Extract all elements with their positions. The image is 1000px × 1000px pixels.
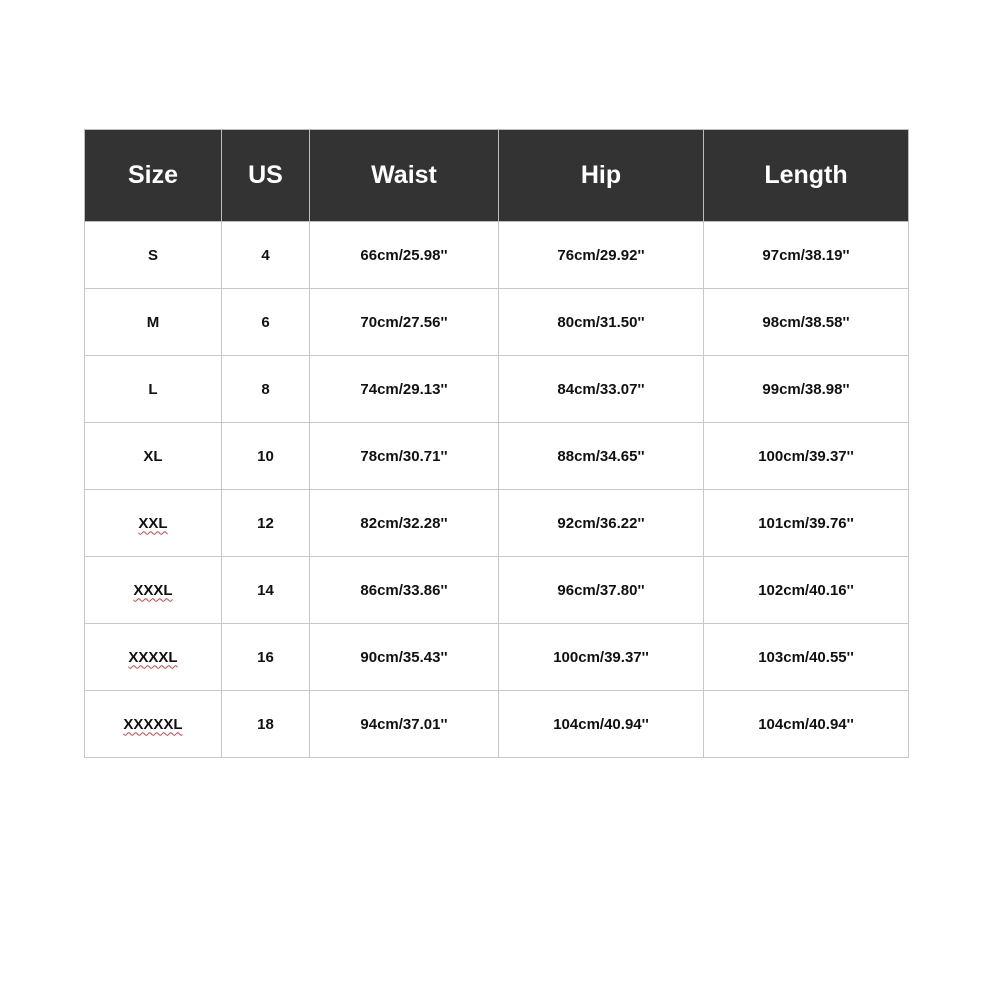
cell-us: 6: [222, 289, 310, 356]
cell-waist: 70cm/27.56'': [310, 289, 499, 356]
cell-waist: 90cm/35.43'': [310, 624, 499, 691]
table-row: [85, 222, 909, 289]
cell-waist: 78cm/30.71'': [310, 423, 499, 490]
cell-length: 103cm/40.55'': [704, 624, 909, 691]
cell-hip: 80cm/31.50'': [499, 289, 704, 356]
table-row: [85, 490, 909, 557]
cell-hip: 84cm/33.07'': [499, 356, 704, 423]
cell-us: 8: [222, 356, 310, 423]
size-chart-table: [84, 129, 909, 758]
size-label: XXXL: [133, 581, 173, 599]
cell-hip: 100cm/39.37'': [499, 624, 704, 691]
cell-hip: 88cm/34.65'': [499, 423, 704, 490]
cell-length: 104cm/40.94'': [704, 691, 909, 758]
header-hip: Hip: [499, 130, 704, 222]
cell-size: [85, 624, 222, 691]
cell-length: 99cm/38.98'': [704, 356, 909, 423]
cell-size: [85, 490, 222, 557]
cell-size: [85, 557, 222, 624]
cell-waist: 94cm/37.01'': [310, 691, 499, 758]
cell-length: 102cm/40.16'': [704, 557, 909, 624]
cell-size: L: [85, 356, 222, 423]
cell-us: 12: [222, 490, 310, 557]
cell-waist: 82cm/32.28'': [310, 490, 499, 557]
header-size: Size: [85, 130, 222, 222]
cell-waist: 66cm/25.98'': [310, 222, 499, 289]
cell-us: 10: [222, 423, 310, 490]
size-label: XXXXXL: [123, 715, 183, 733]
cell-size: S: [85, 222, 222, 289]
cell-length: 100cm/39.37'': [704, 423, 909, 490]
cell-size: XL: [85, 423, 222, 490]
table-row: [85, 691, 909, 758]
table-row: [85, 557, 909, 624]
table-row: [85, 356, 909, 423]
cell-hip: 76cm/29.92'': [499, 222, 704, 289]
header-length: Length: [704, 130, 909, 222]
table-row: [85, 423, 909, 490]
cell-hip: 92cm/36.22'': [499, 490, 704, 557]
cell-us: 18: [222, 691, 310, 758]
cell-length: 97cm/38.19'': [704, 222, 909, 289]
cell-us: 4: [222, 222, 310, 289]
cell-waist: 86cm/33.86'': [310, 557, 499, 624]
header-us: US: [222, 130, 310, 222]
header-waist: Waist: [310, 130, 499, 222]
table-row: [85, 289, 909, 356]
cell-us: 16: [222, 624, 310, 691]
cell-length: 98cm/38.58'': [704, 289, 909, 356]
cell-hip: 104cm/40.94'': [499, 691, 704, 758]
table-row: [85, 624, 909, 691]
cell-size: [85, 691, 222, 758]
cell-us: 14: [222, 557, 310, 624]
table-header-row: [85, 130, 909, 222]
cell-size: M: [85, 289, 222, 356]
cell-waist: 74cm/29.13'': [310, 356, 499, 423]
cell-length: 101cm/39.76'': [704, 490, 909, 557]
cell-hip: 96cm/37.80'': [499, 557, 704, 624]
size-label: XXL: [138, 514, 168, 532]
size-label: XXXXL: [128, 648, 178, 666]
